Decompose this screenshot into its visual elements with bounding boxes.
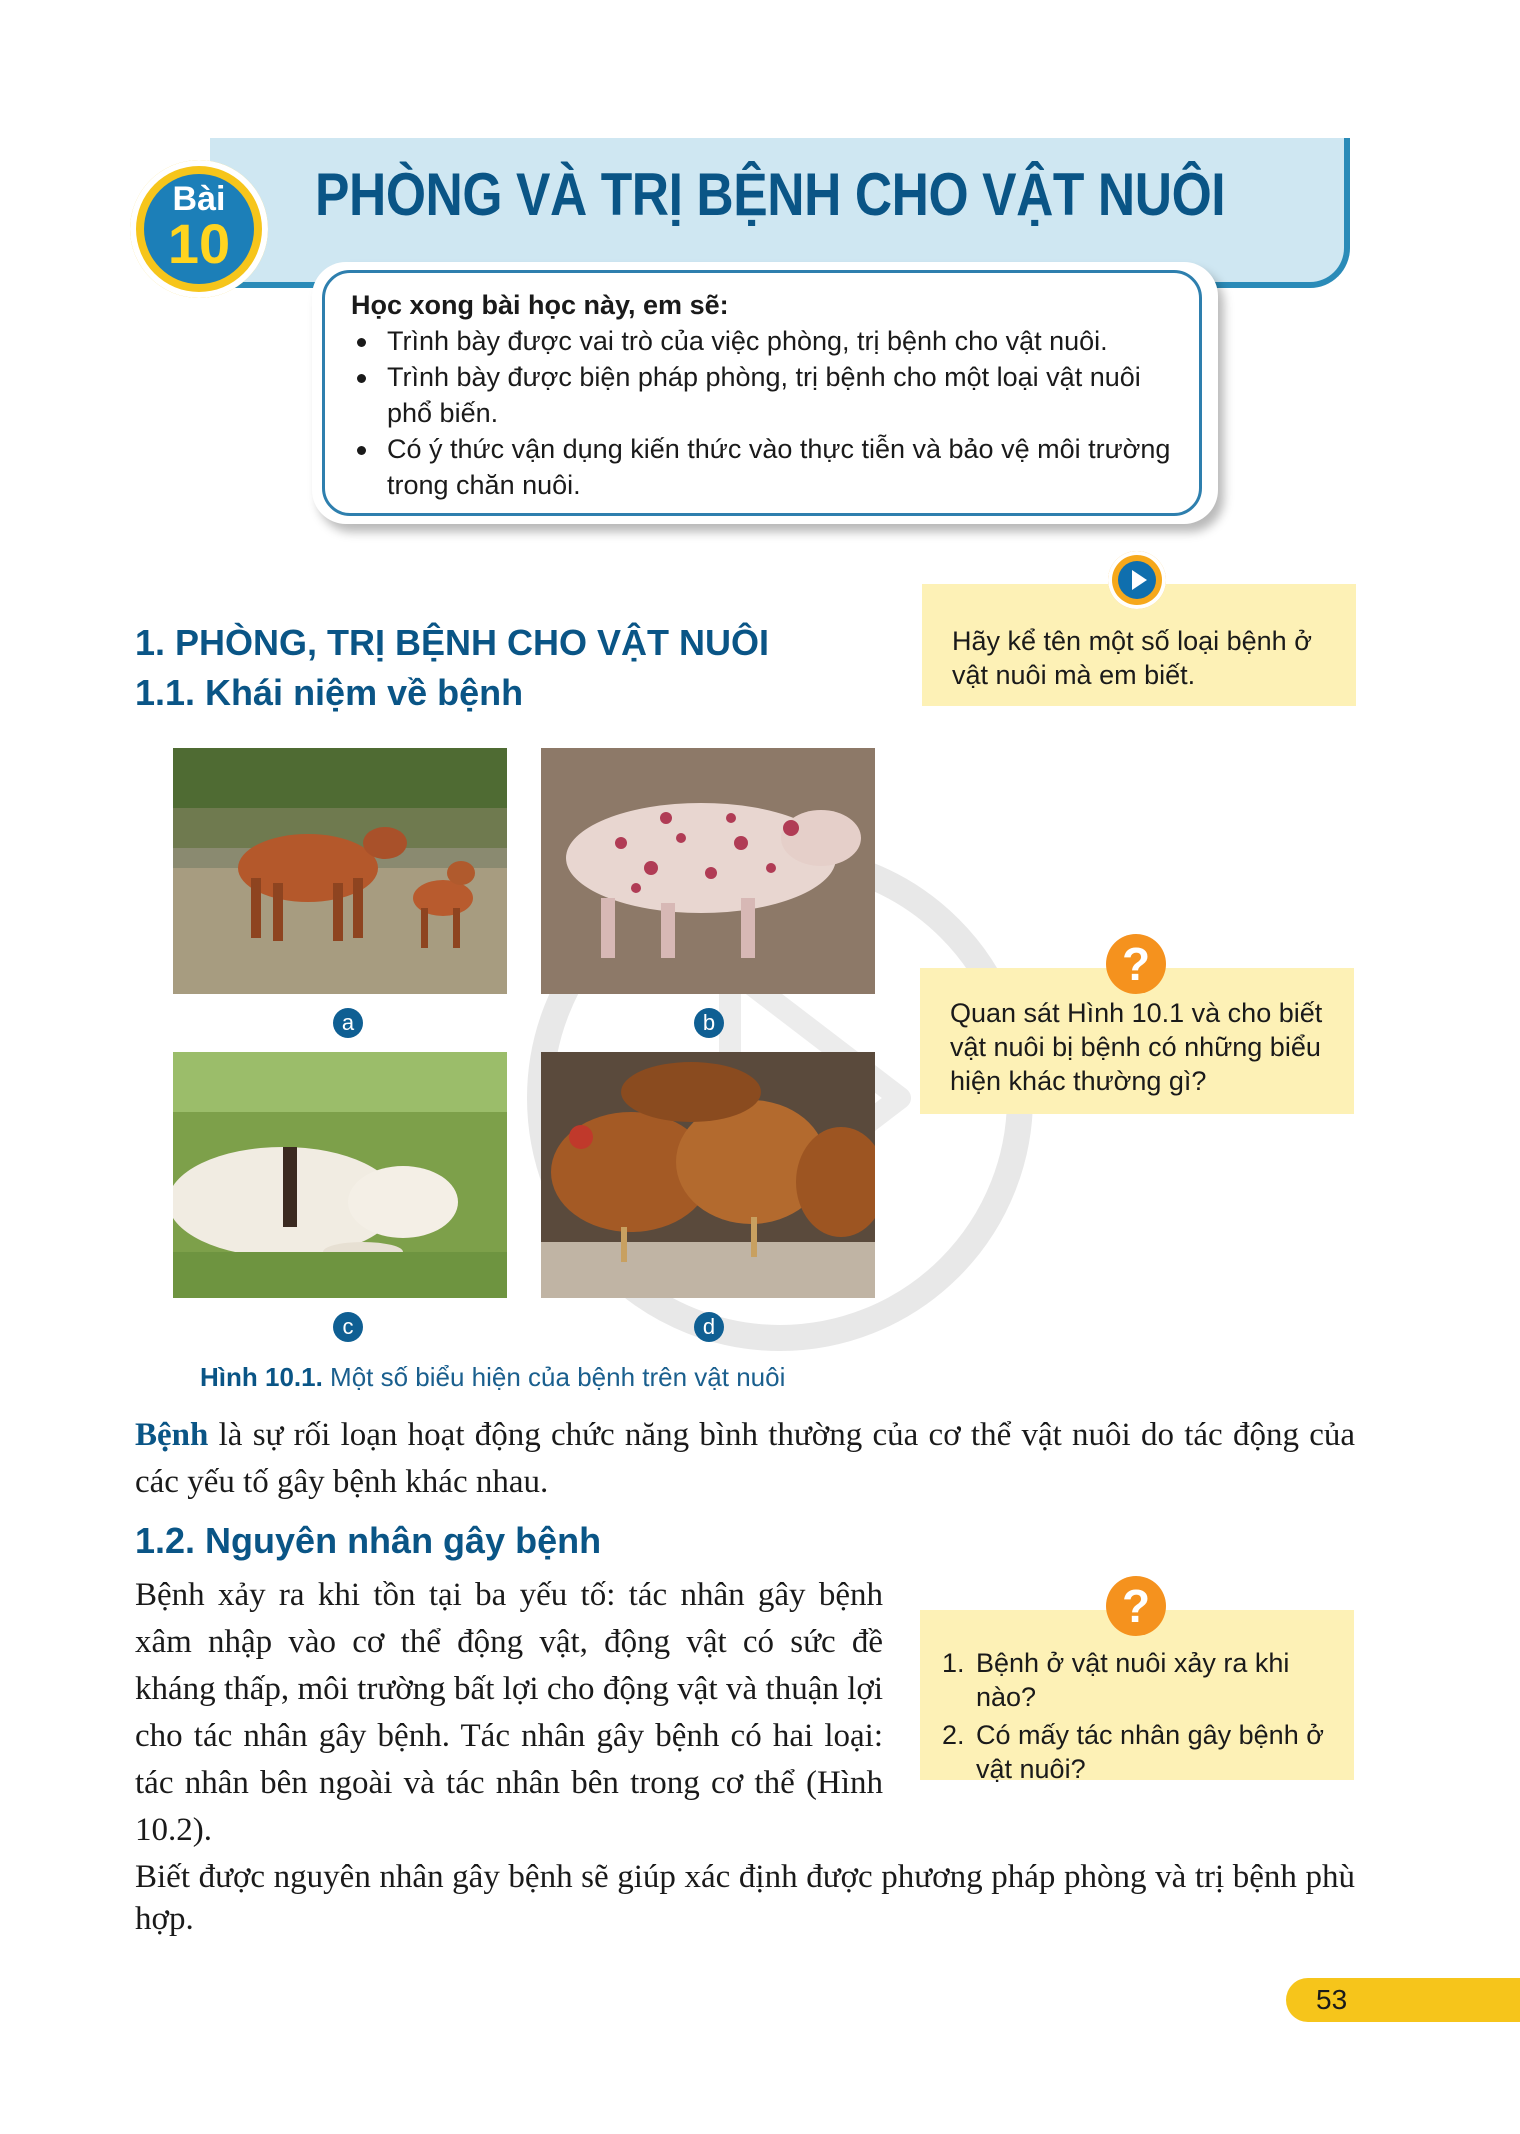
badge-number: 10 (167, 212, 231, 275)
figure-photo-b (541, 748, 875, 994)
lesson-badge (130, 160, 268, 298)
objective-item: Trình bày được vai trò của việc phòng, trị bệnh cho vật nuôi. (351, 323, 1175, 359)
figure-caption (200, 1362, 785, 1393)
causes-paragraph: Bệnh xảy ra khi tồn tại ba yếu tố: tác nhân gây bệnh xâm nhập vào cơ thể động vật, động vật có sức đề kháng thấp, môi trường bất lợi cho động vật và thuận lợi cho tác nhân gây bệnh. Tác nhân gây bệnh có hai loại: tác nhân bên ngoài và tác nhân bên trong cơ thể (Hình 10.2). (135, 1577, 883, 1848)
question-list (942, 1646, 1334, 1786)
section-heading: 1. PHÒNG, TRỊ BỆNH CHO VẬT NUÔI (135, 622, 770, 663)
figure-label-d: d (694, 1312, 724, 1342)
question-item (942, 1718, 1334, 1786)
lesson-title: PHÒNG VÀ TRỊ BỆNH CHO VẬT NUÔI (315, 161, 1226, 228)
subsection-heading: 1.2. Nguyên nhân gây bệnh (135, 1520, 602, 1561)
question-number: 1. (942, 1648, 965, 1678)
figure-label-b: b (694, 1008, 724, 1038)
question-text: Bệnh ở vật nuôi xảy ra khi nào? (976, 1648, 1290, 1712)
figure-label-c: c (333, 1312, 363, 1342)
objectives-heading: Học xong bài học này, em sẽ: (351, 290, 729, 320)
objective-item: Trình bày được biện pháp phòng, trị bệnh cho một loại vật nuôi phổ biến. (351, 359, 1175, 431)
definition-paragraph (135, 1412, 1355, 1506)
figure-caption-text: Một số biểu hiện của bệnh trên vật nuôi (322, 1362, 786, 1392)
play-icon (1108, 551, 1166, 609)
subsection-heading: 1.1. Khái niệm về bệnh (135, 672, 524, 713)
objectives-box (322, 270, 1202, 516)
question-item (942, 1646, 1334, 1714)
question-number: 2. (942, 1720, 965, 1750)
page-number: 53 (1286, 1978, 1520, 2022)
question-text: Có mấy tác nhân gây bệnh ở vật nuôi? (976, 1720, 1324, 1784)
question-box-text: Quan sát Hình 10.1 và cho biết vật nuôi bị bệnh có những biểu hiện khác thường gì? (950, 998, 1323, 1096)
question-icon: ? (1106, 1576, 1166, 1636)
figure-photo-c (173, 1052, 507, 1298)
definition-text: là sự rối loạn hoạt động chức năng bình thường của cơ thể vật nuôi do tác động của các yếu tố gây bệnh khác nhau. (135, 1417, 1355, 1500)
badge-word: Bài (172, 180, 226, 218)
figure-photo-d (541, 1052, 875, 1298)
objective-item: Có ý thức vận dụng kiến thức vào thực tiễn và bảo vệ môi trường trong chăn nuôi. (351, 431, 1175, 503)
figure-label-a: a (333, 1008, 363, 1038)
figure-caption-label: Hình 10.1. (200, 1362, 323, 1392)
start-box-text: Hãy kể tên một số loại bệnh ở vật nuôi mà em biết. (952, 626, 1312, 690)
figure-photo-a (173, 748, 507, 994)
question-icon: ? (1106, 934, 1166, 994)
closing-paragraph: Biết được nguyên nhân gây bệnh sẽ giúp xác định được phương pháp phòng và trị bệnh phù hợp. (135, 1859, 1355, 1937)
definition-term: Bệnh (135, 1417, 209, 1453)
